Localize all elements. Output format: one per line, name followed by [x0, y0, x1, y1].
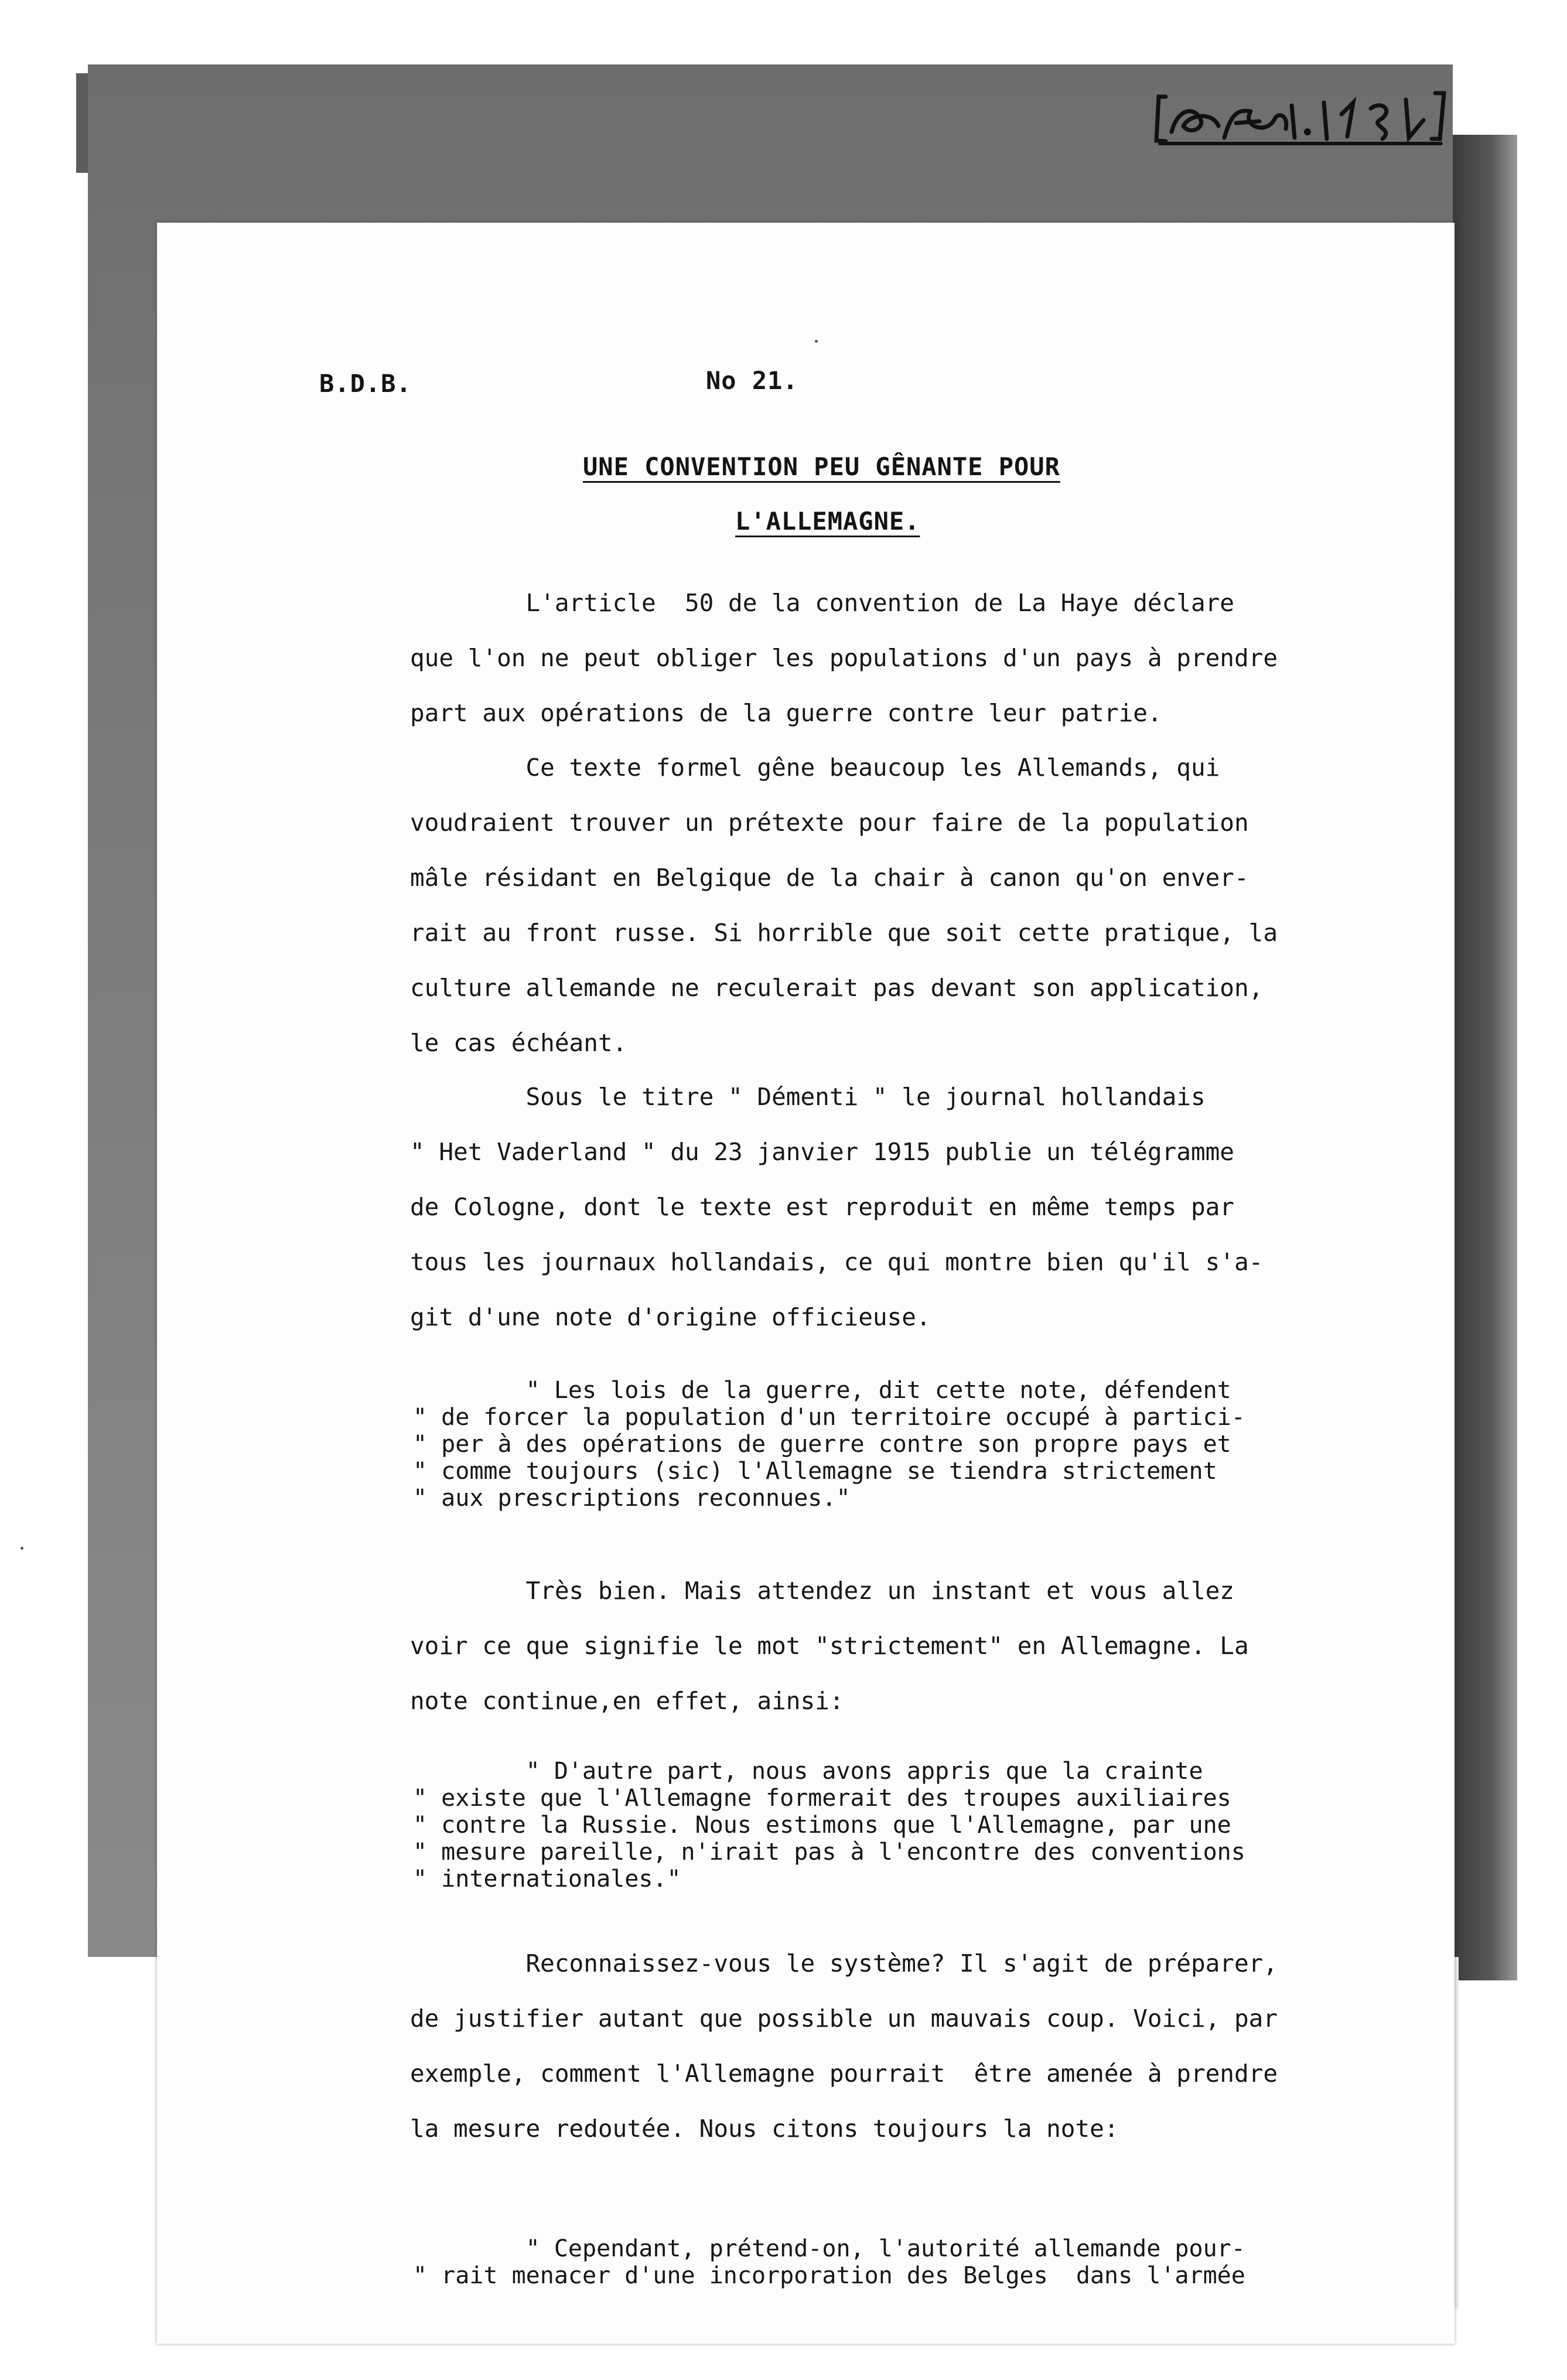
- handwritten-date-stamp: [1148, 85, 1453, 149]
- paragraph-3: [410, 1069, 1406, 1345]
- text-line: de justifier autant que possible un mauvais coup. Voici, par: [410, 2004, 1278, 2033]
- text-line: Reconnaissez-vous le système? Il s'agit de préparer,: [410, 1949, 1278, 1977]
- document-reference: B.D.B.: [319, 369, 412, 398]
- quote-line: " existe que l'Allemagne formerait des troupes auxiliaires: [413, 1785, 1231, 1812]
- text-line: part aux opérations de la guerre contre leur patrie.: [410, 699, 1162, 727]
- quote-line: " aux prescriptions reconnues.": [413, 1485, 851, 1512]
- text-line: note continue,en effet, ainsi:: [410, 1687, 844, 1715]
- quote-1: [413, 1377, 1245, 1512]
- title-line-1: UNE CONVENTION PEU GÊNANTE POUR: [583, 452, 1060, 481]
- text-line: le cas échéant.: [410, 1029, 627, 1057]
- text-line: de Cologne, dont le texte est reproduit en même temps par: [410, 1193, 1234, 1221]
- text-line: culture allemande ne reculerait pas devant son application,: [410, 974, 1264, 1002]
- handwritten-date-annotation: [1148, 85, 1453, 149]
- title-line-2: L'ALLEMAGNE.: [735, 507, 920, 536]
- text-line: rait au front russe. Si horrible que soit cette pratique, la: [410, 919, 1278, 947]
- text-line: que l'on ne peut obliger les populations d'un pays à prendre: [410, 644, 1278, 672]
- paragraph-4: [410, 1563, 1406, 1728]
- scan-speck: [21, 1547, 23, 1550]
- text-line: voudraient trouver un prétexte pour faire de la population: [410, 809, 1249, 837]
- quote-line: " D'autre part, nous avons appris que la crainte: [413, 1758, 1203, 1785]
- scan-speck: [815, 340, 818, 343]
- paragraph-2: [410, 740, 1406, 1070]
- text-line: Très bien. Mais attendez un instant et vous allez: [410, 1577, 1234, 1605]
- text-line: git d'une note d'origine officieuse.: [410, 1303, 931, 1331]
- text-line: Ce texte formel gêne beaucoup les Allemands, qui: [410, 753, 1220, 782]
- document-number: No 21.: [706, 366, 798, 395]
- quote-3: [413, 2235, 1245, 2289]
- quote-line: " Cependant, prétend-on, l'autorité allemande pour-: [413, 2235, 1245, 2262]
- text-line: Sous le titre " Démenti " le journal hollandais: [410, 1083, 1206, 1111]
- text-line: tous les journaux hollandais, ce qui montre bien qu'il s'a-: [410, 1248, 1264, 1276]
- text-line: voir ce que signifie le mot "strictement" en Allemagne. La: [410, 1632, 1249, 1660]
- quote-2: [413, 1758, 1245, 1893]
- quote-line: " contre la Russie. Nous estimons que l'Allemagne, par une: [413, 1812, 1231, 1839]
- backing-sheet-edge: [1453, 135, 1517, 1980]
- quote-line: " comme toujours (sic) l'Allemagne se tiendra strictement: [413, 1458, 1217, 1485]
- paragraph-5: [410, 1936, 1406, 2156]
- text-line: mâle résidant en Belgique de la chair à canon qu'on enver-: [410, 864, 1249, 892]
- text-line: exemple, comment l'Allemagne pourrait être amenée à prendre: [410, 2060, 1278, 2088]
- quote-line: " de forcer la population d'un territoire occupé à partici-: [413, 1404, 1245, 1431]
- text-line: la mesure redoutée. Nous citons toujours la note:: [410, 2115, 1119, 2143]
- text-line: L'article 50 de la convention de La Haye déclare: [410, 589, 1234, 617]
- quote-line: " internationales.": [413, 1866, 681, 1893]
- quote-line: " mesure pareille, n'irait pas à l'encontre des conventions: [413, 1839, 1245, 1866]
- quote-line: " Les lois de la guerre, dit cette note, défendent: [413, 1377, 1231, 1404]
- quote-line: " rait menacer d'une incorporation des Belges dans l'armée: [413, 2262, 1245, 2289]
- quote-line: " per à des opérations de guerre contre son propre pays et: [413, 1431, 1231, 1458]
- text-line: " Het Vaderland " du 23 janvier 1915 publie un télégramme: [410, 1138, 1234, 1166]
- paragraph-1: [410, 575, 1406, 741]
